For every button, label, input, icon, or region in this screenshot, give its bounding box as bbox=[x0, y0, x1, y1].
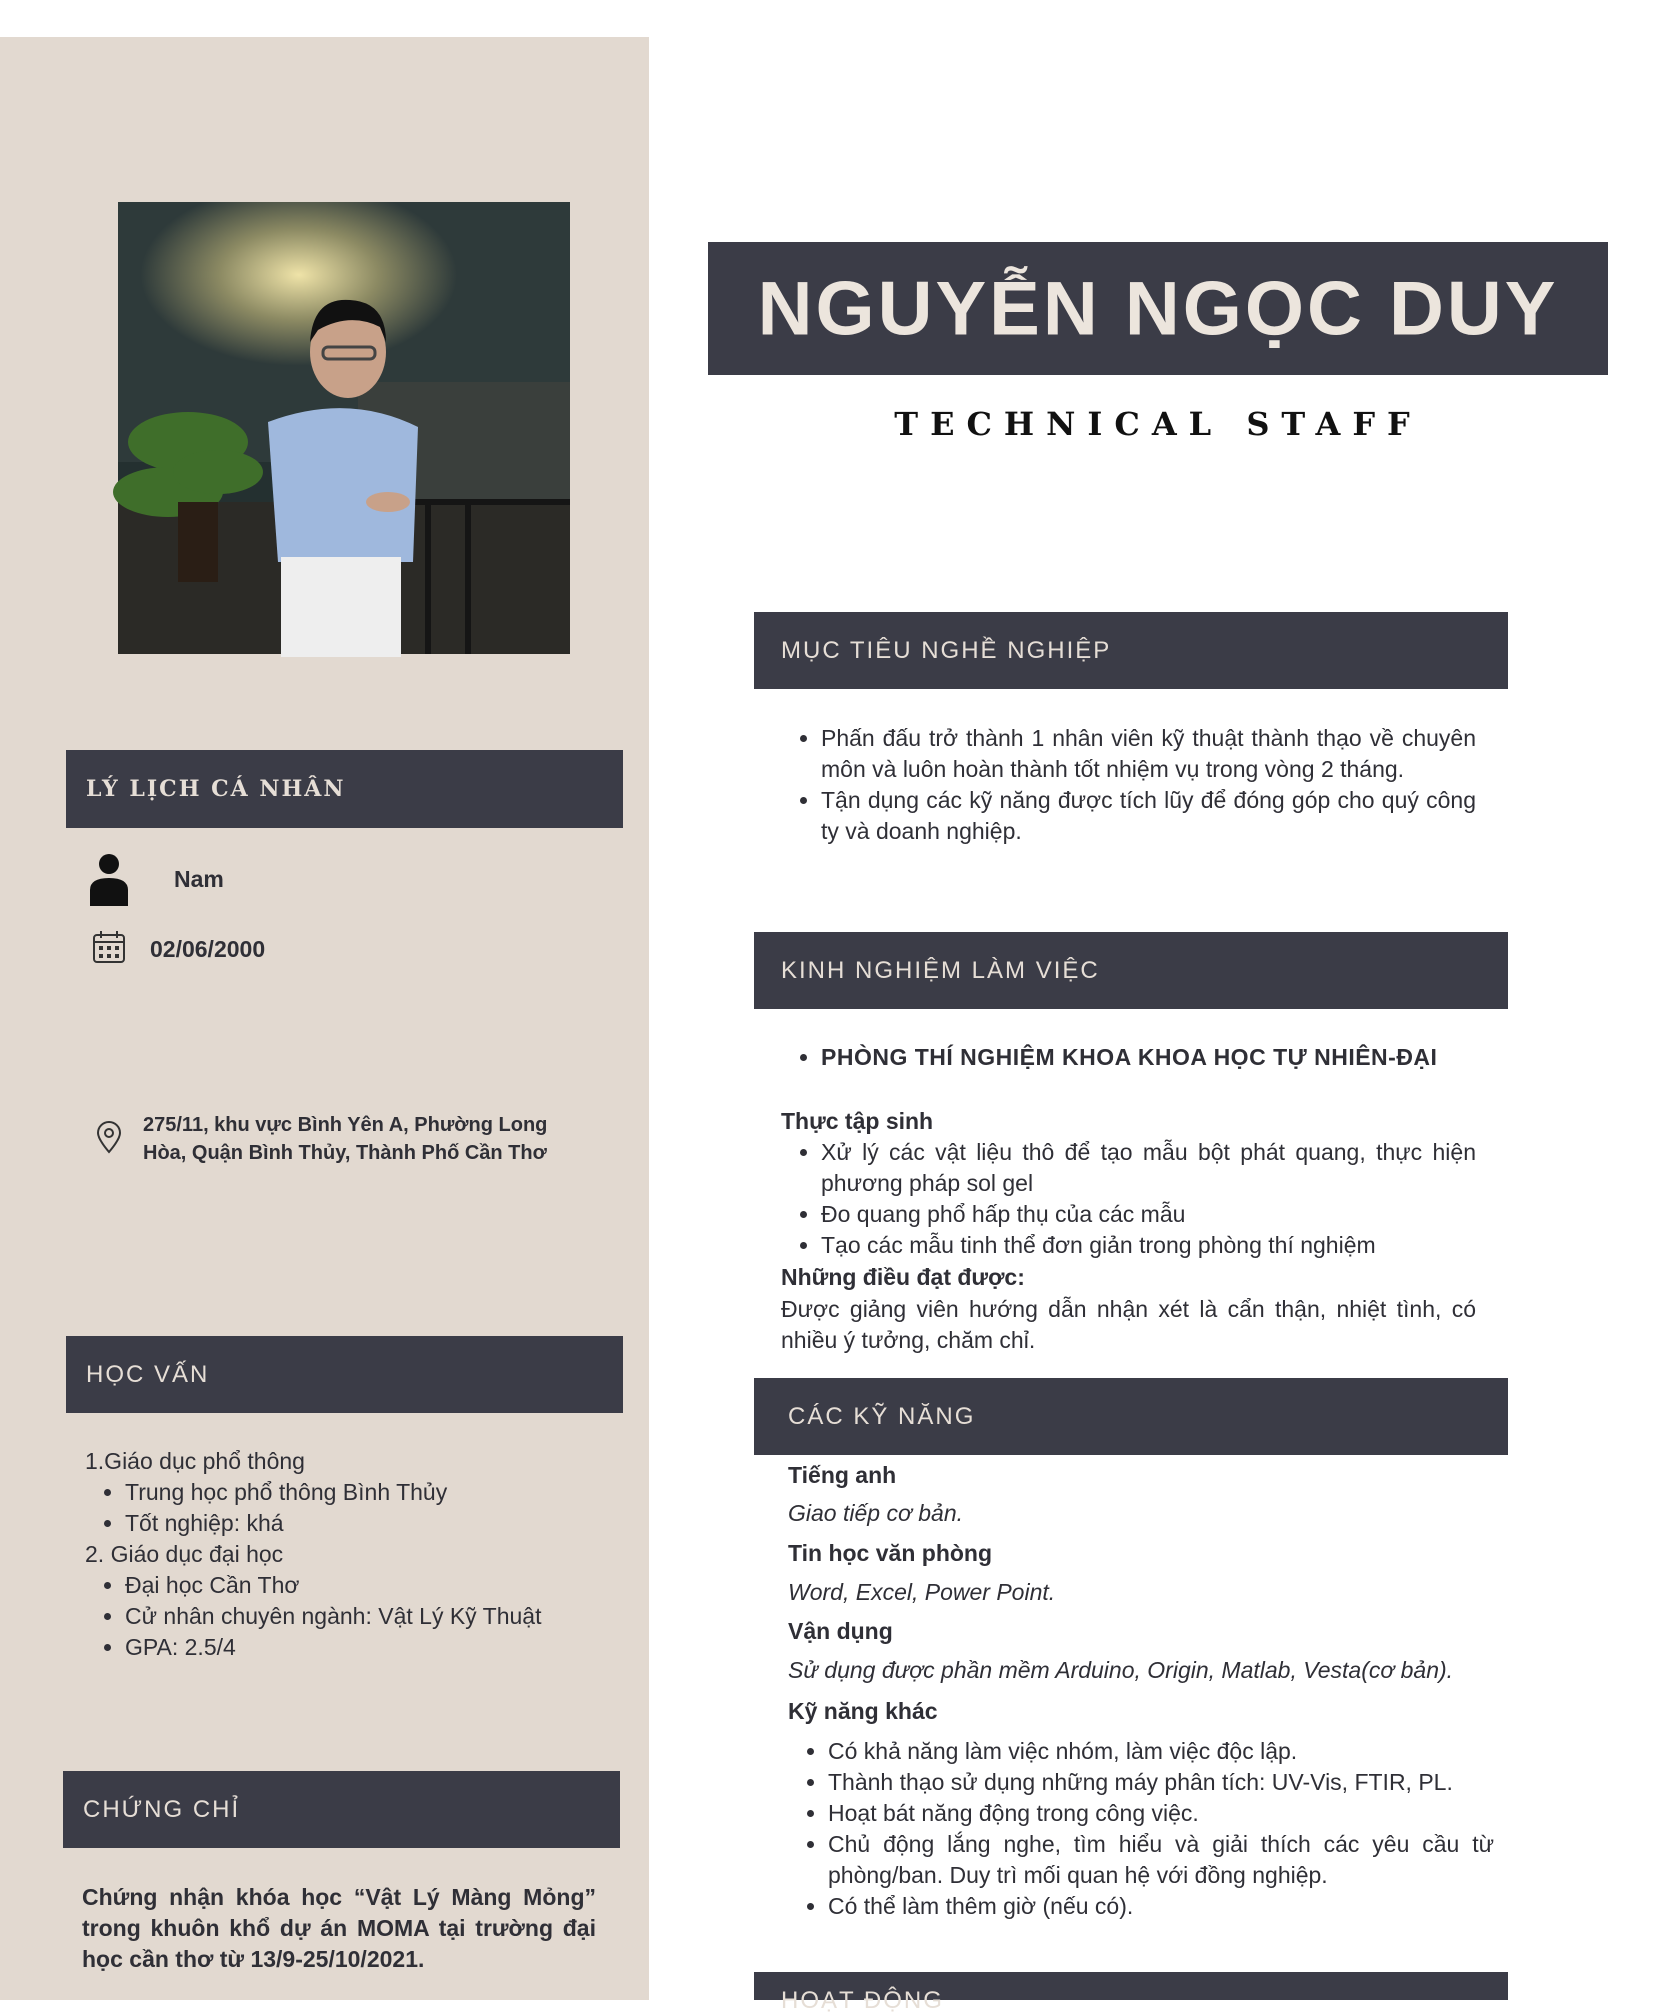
education-section-title: HỌC VẤN bbox=[86, 1360, 210, 1388]
activities-section-header bbox=[754, 1972, 1508, 2014]
list-item: • Có thể làm thêm giờ (nếu có). bbox=[828, 1891, 1494, 1922]
list-item: • Cử nhân chuyên ngành: Vật Lý Kỹ Thuật bbox=[125, 1601, 605, 1632]
certificates-section-title: CHỨNG CHỈ bbox=[83, 1795, 241, 1823]
skill-english-label: Tiếng anh bbox=[788, 1462, 897, 1488]
list-item: • Chủ động lắng nghe, tìm hiểu và giải thích các yêu cầu từ phòng/ban. Duy trì mối quan hệ với đồng nghiệp. bbox=[828, 1829, 1494, 1891]
skill-office-value: Word, Excel, Power Point. bbox=[788, 1579, 1056, 1605]
experience-section-header bbox=[754, 932, 1508, 1009]
education-university-list bbox=[85, 1570, 605, 1663]
skill-apply-value: Sử dụng được phần mềm Arduino, Origin, Matlab, Vesta(cơ bản). bbox=[788, 1657, 1454, 1683]
gender-value: Nam bbox=[174, 866, 224, 892]
education-content bbox=[85, 1446, 605, 1663]
certificate-text: Chứng nhận khóa học “Vật Lý Màng Mỏng” trong khuôn khổ dự án MOMA tại trường đại học cần thơ từ 13/9-25/10/2021. bbox=[82, 1884, 596, 1972]
education-general-list bbox=[85, 1477, 605, 1539]
list-item: • Đại học Cần Thơ bbox=[125, 1570, 605, 1601]
calendar-icon bbox=[92, 930, 126, 969]
experience-workplace: • PHÒNG THÍ NGHIỆM KHOA KHOA HỌC TỰ NHIÊN-ĐẠI bbox=[821, 1042, 1480, 1073]
education-university-heading: 2. Giáo dục đại học bbox=[85, 1541, 284, 1567]
list-item: • Tạo các mẫu tinh thể đơn giản trong phòng thí nghiệm bbox=[821, 1230, 1476, 1261]
achievements-heading: Những điều đạt được: bbox=[781, 1264, 1025, 1290]
list-item: • Thành thạo sử dụng những máy phân tích: UV-Vis, FTIR, PL. bbox=[828, 1767, 1494, 1798]
experience-task-list bbox=[780, 1137, 1476, 1261]
list-item: • Có khả năng làm việc nhóm, làm việc độc lập. bbox=[828, 1736, 1494, 1767]
address bbox=[143, 1111, 547, 1167]
address-line-1: 275/11, khu vực Bình Yên A, Phường Long bbox=[143, 1114, 548, 1136]
skill-english-value: Giao tiếp cơ bản. bbox=[788, 1500, 964, 1526]
list-item: • Xử lý các vật liệu thô để tạo mẫu bột phát quang, thực hiện phương pháp sol gel bbox=[821, 1137, 1476, 1199]
list-item: • Hoạt bát năng động trong công việc. bbox=[828, 1798, 1494, 1829]
list-item: • Đo quang phổ hấp thụ của các mẫu bbox=[821, 1199, 1476, 1230]
education-section-header bbox=[66, 1336, 623, 1413]
list-item: • Tốt nghiệp: khá bbox=[125, 1508, 605, 1539]
profile-photo-illustration bbox=[118, 202, 570, 654]
name-banner bbox=[708, 242, 1608, 375]
list-item: • Tận dụng các kỹ năng được tích lũy để đóng góp cho quý công ty và doanh nghiệp. bbox=[821, 785, 1476, 847]
education-general-heading: 1.Giáo dục phổ thông bbox=[85, 1448, 305, 1474]
objective-section-title: MỤC TIÊU NGHỀ NGHIỆP bbox=[781, 636, 1112, 664]
experience-position: Thực tập sinh bbox=[781, 1108, 934, 1134]
person-icon bbox=[88, 852, 130, 911]
job-title: TECHNICAL STAFF bbox=[894, 405, 1422, 443]
experience-section-title: KINH NGHIỆM LÀM VIỆC bbox=[781, 956, 1100, 984]
location-pin-icon bbox=[96, 1122, 122, 1159]
certificates-section-header bbox=[63, 1771, 620, 1848]
activities-section-title: HOẠT ĐỘNG bbox=[781, 1987, 944, 2014]
personal-section-title: LÝ LỊCH CÁ NHÂN bbox=[86, 776, 346, 802]
objective-section-header bbox=[754, 612, 1508, 689]
objective-list bbox=[780, 723, 1476, 847]
address-line-2: Hòa, Quận Bình Thủy, Thành Phố Cần Thơ bbox=[143, 1142, 547, 1164]
personal-section-header bbox=[66, 750, 623, 828]
profile-photo bbox=[118, 202, 570, 654]
birthdate-value: 02/06/2000 bbox=[150, 936, 266, 962]
list-item: • Trung học phổ thông Bình Thủy bbox=[125, 1477, 605, 1508]
list-item: • Phấn đấu trở thành 1 nhân viên kỹ thuật thành thạo về chuyên môn và luôn hoàn thành tốt nhiệm vụ trong vòng 2 tháng. bbox=[821, 723, 1476, 785]
skills-section-header bbox=[754, 1378, 1508, 1455]
skills-section-title: CÁC KỸ NĂNG bbox=[788, 1402, 976, 1430]
skill-apply-label: Vận dụng bbox=[788, 1618, 893, 1644]
achievements-text: Được giảng viên hướng dẫn nhận xét là cẩn thận, nhiệt tình, có nhiều ý tưởng, chăm chỉ. bbox=[781, 1296, 1476, 1353]
skill-other-label: Kỹ năng khác bbox=[788, 1698, 938, 1724]
skill-office-label: Tin học văn phòng bbox=[788, 1540, 993, 1566]
skill-other-list bbox=[788, 1736, 1494, 1922]
list-item: • GPA: 2.5/4 bbox=[125, 1632, 605, 1663]
full-name: NGUYỄN NGỌC DUY bbox=[757, 266, 1559, 351]
experience-workplace-list bbox=[780, 1042, 1480, 1073]
